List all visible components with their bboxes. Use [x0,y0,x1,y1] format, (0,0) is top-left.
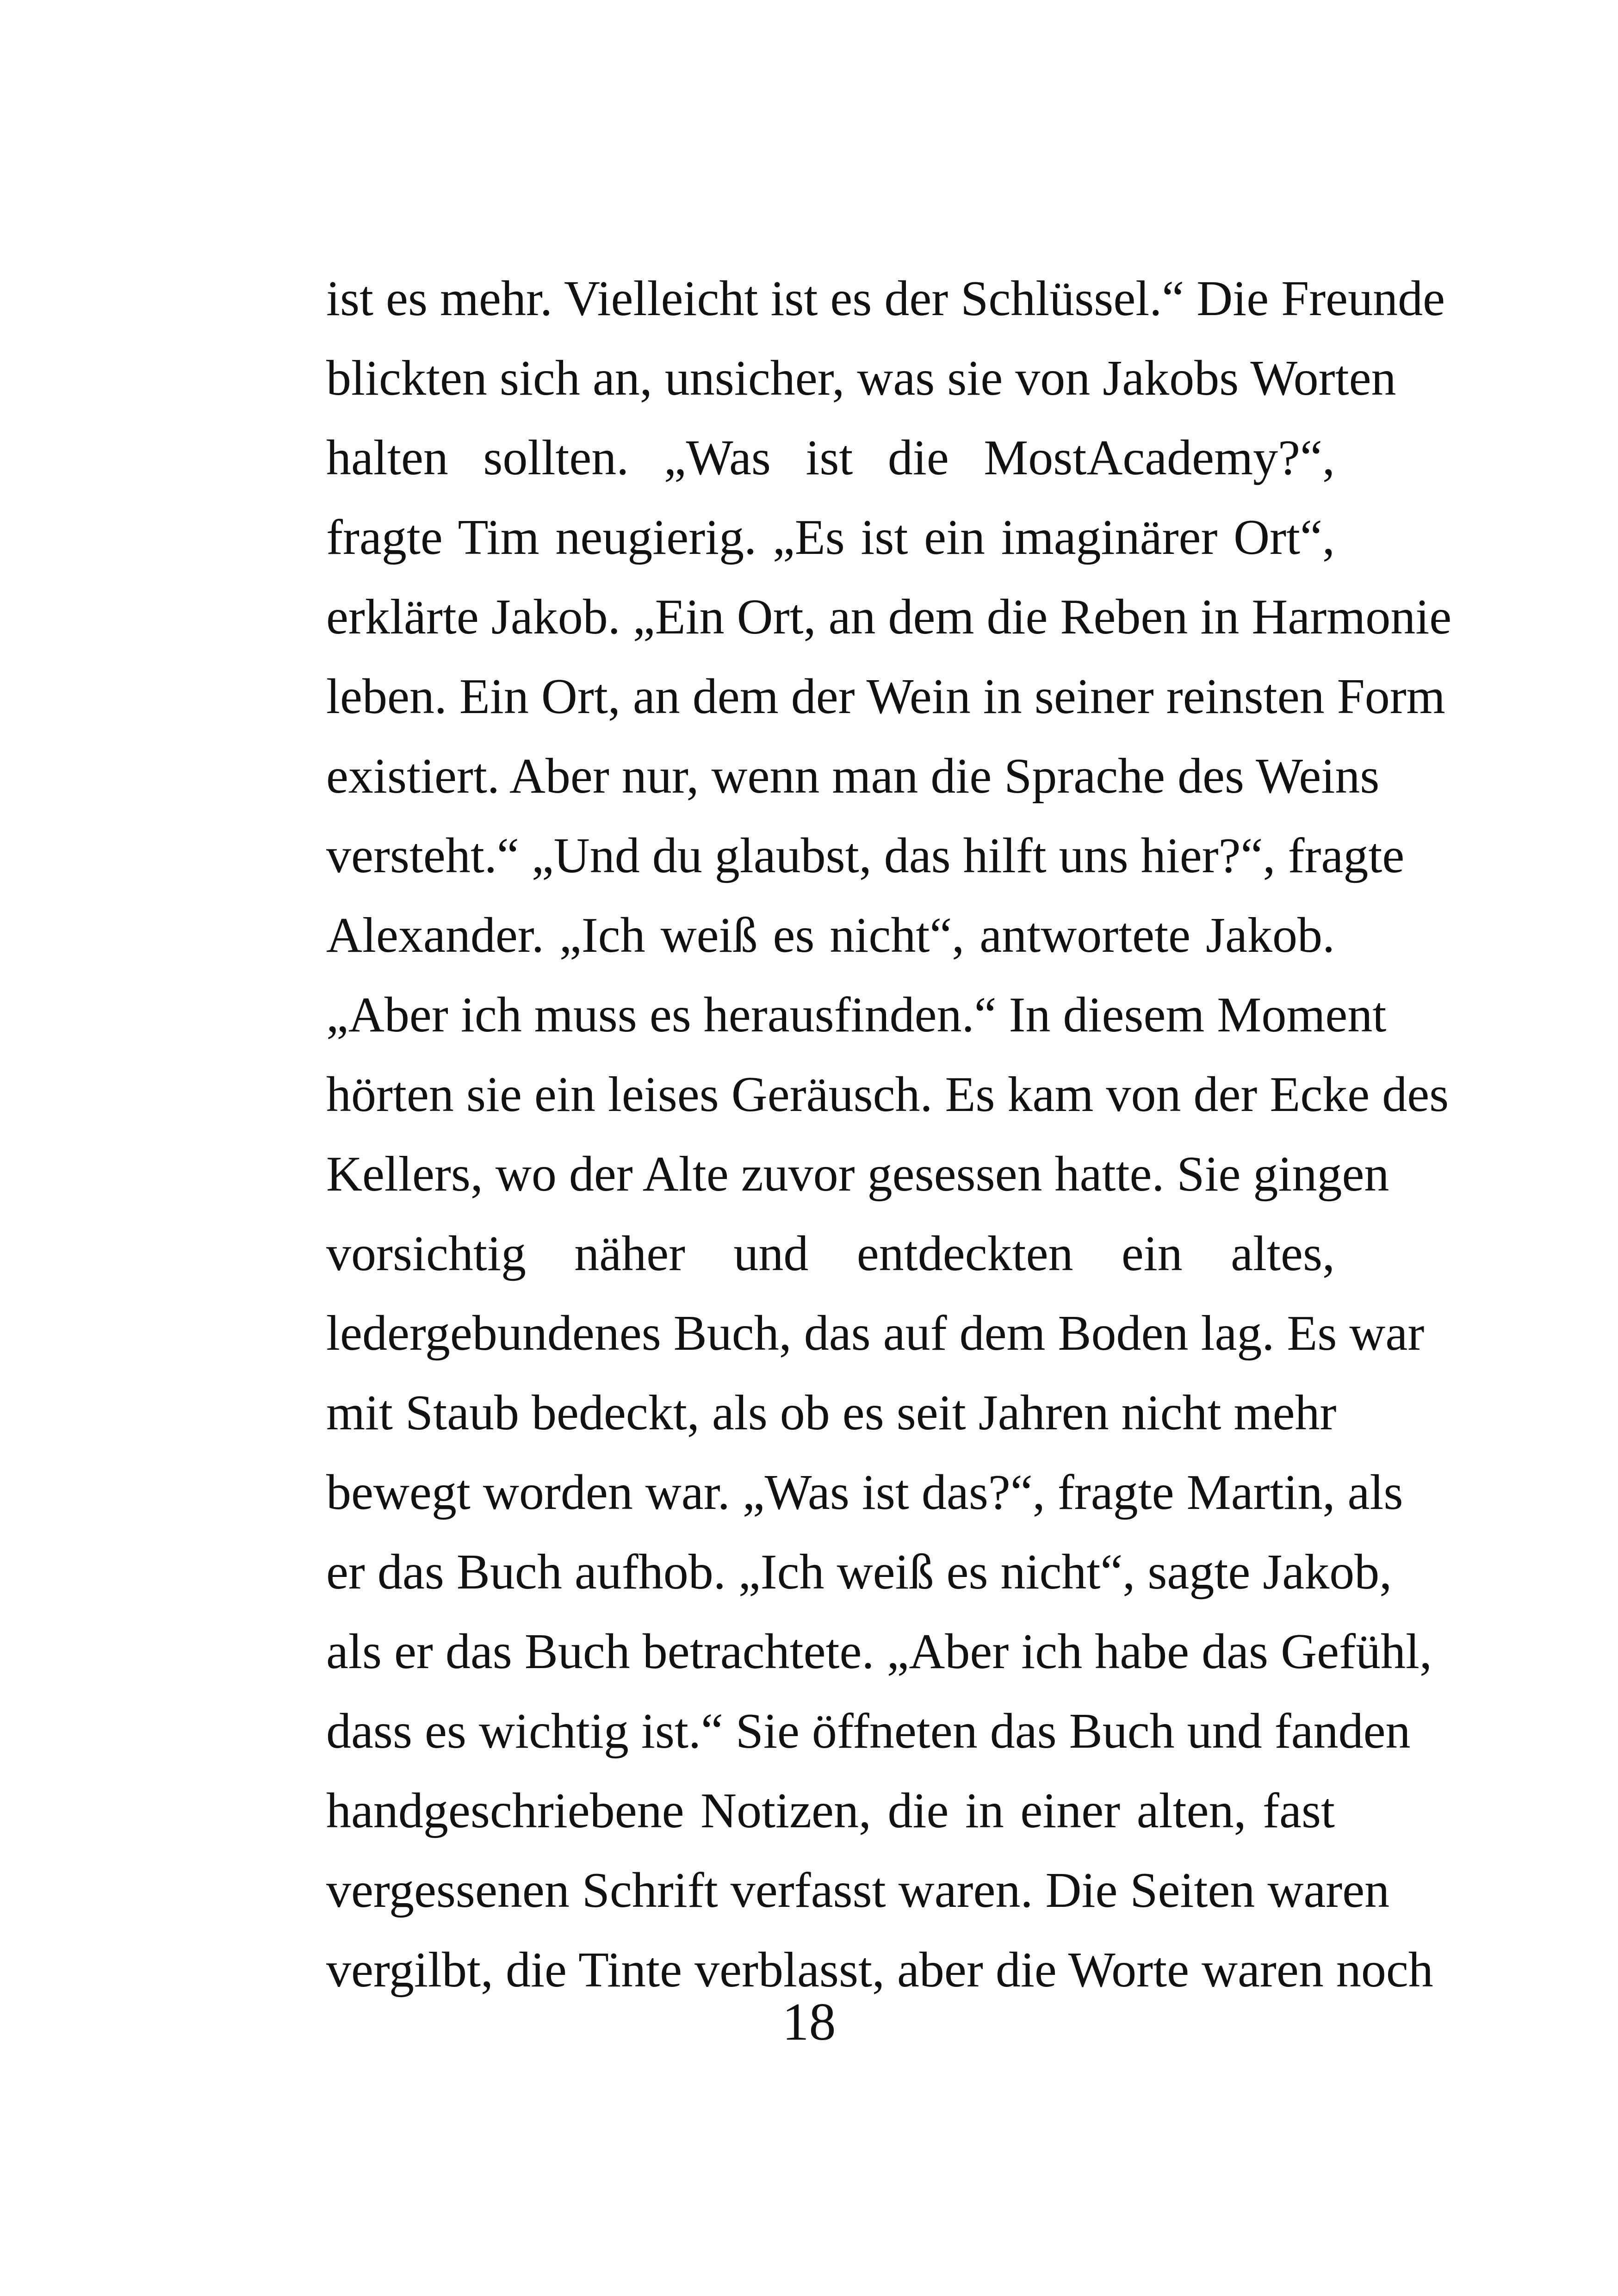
text-line: existiert. Aber nur, wenn man die Sprache des Weins [326,749,1380,804]
text-line: bewegt worden war. „Was ist das?“, fragte Martin, als [326,1465,1403,1520]
text-line: als er das Buch betrachtete. „Aber ich habe das Gefühl, [326,1624,1432,1679]
text-line: leben. Ein Ort, an dem der Wein in seiner reinsten Form [326,669,1445,724]
text-line: vergessenen Schrift verfasst waren. Die Seiten waren [326,1863,1390,1918]
text-line: „Aber ich muss es herausfinden.“ In diesem Moment [326,987,1387,1043]
text-line: Alexander. „Ich weiß es nicht“, antwortete Jakob. [326,908,1335,963]
text-line: handgeschriebene Notizen, die in einer alten, fast [326,1783,1335,1838]
text-line: fragte Tim neugierig. „Es ist ein imaginärer Ort“, [326,510,1335,565]
text-line: vergilbt, die Tinte verblasst, aber die Worte waren noch [326,1942,1433,1998]
text-line: blickten sich an, unsicher, was sie von Jakobs Worten [326,351,1396,406]
text-line: dass es wichtig ist.“ Sie öffneten das Buch und fanden [326,1704,1411,1759]
text-line: Kellers, wo der Alte zuvor gesessen hatte. Sie gingen [326,1147,1389,1202]
text-line: mit Staub bedeckt, als ob es seit Jahren nicht mehr [326,1385,1337,1440]
text-line: versteht.“ „Und du glaubst, das hilft uns hier?“, fragte [326,828,1405,883]
text-line: vorsichtig näher und entdeckten ein altes, [326,1226,1335,1281]
text-line: erklärte Jakob. „Ein Ort, an dem die Reben in Harmonie [326,590,1452,645]
page-number: 18 [782,1992,836,2052]
text-line: ledergebundenes Buch, das auf dem Boden lag. Es war [326,1306,1425,1361]
text-line: ist es mehr. Vielleicht ist es der Schlüssel.“ Die Freunde [326,271,1445,326]
text-line: halten sollten. „Was ist die MostAcademy?“, [326,430,1335,485]
body-text [326,259,1452,2010]
text-line: hörten sie ein leises Geräusch. Es kam von der Ecke des [326,1067,1449,1122]
text-line: er das Buch aufhob. „Ich weiß es nicht“, sagte Jakob, [326,1545,1392,1600]
